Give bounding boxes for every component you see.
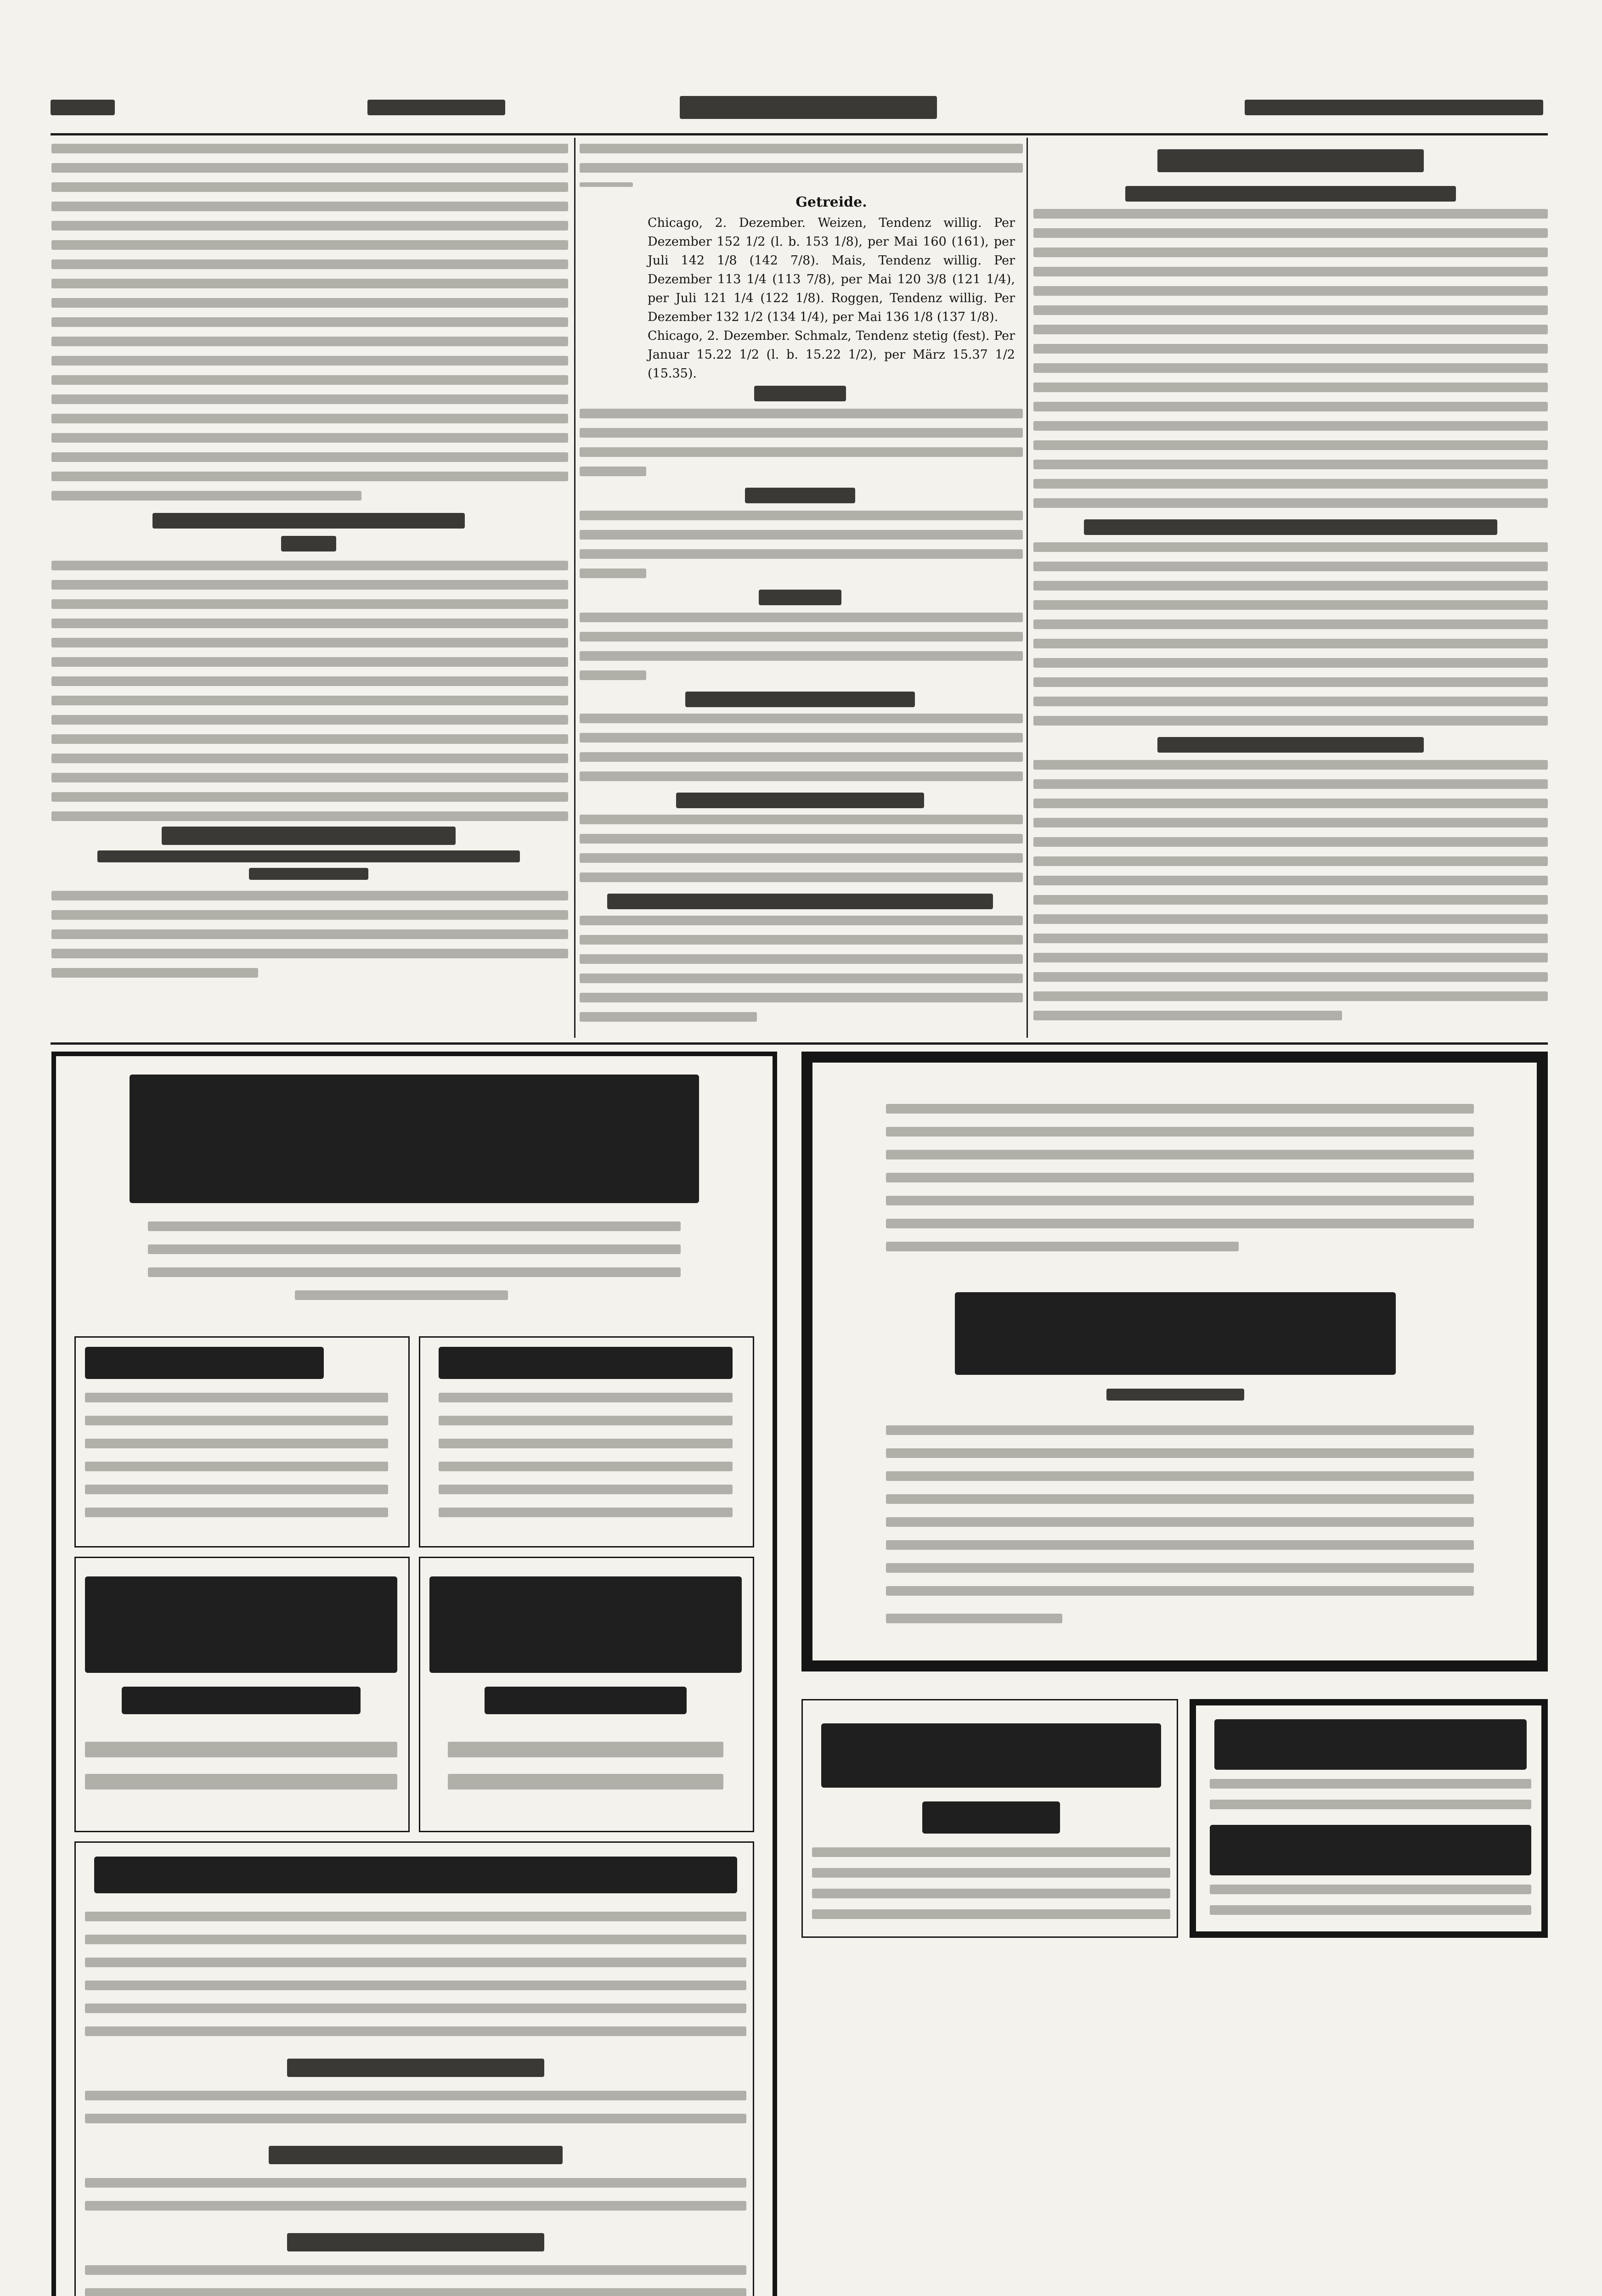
death-notice-name <box>955 1292 1396 1375</box>
center-alexandria-text <box>580 140 1023 188</box>
heading-pariser-zuckermarkt <box>685 692 915 707</box>
ad-winter-in-tirol <box>51 1052 777 2296</box>
heading-kaffee <box>754 386 846 401</box>
masthead <box>51 90 1548 131</box>
heading-wiener-warenboerse <box>1157 737 1424 753</box>
ad-winter-in-tirol-info <box>148 1217 681 1313</box>
ad-wintersport-igls <box>74 1841 754 2296</box>
heading-amerikanische-kurse <box>607 894 993 909</box>
column-rule-right <box>1027 138 1028 1038</box>
getreide-heading: Getreide. <box>795 194 867 210</box>
getreide-section <box>648 193 1015 383</box>
ad-fuer-budapest <box>1190 1699 1548 1938</box>
left-column-warenkurse <box>51 822 568 1038</box>
ad-st-johann <box>74 1336 410 1548</box>
masthead-rule <box>51 133 1548 135</box>
ad-platzvertreter <box>801 1699 1178 1938</box>
death-notice <box>801 1052 1548 1671</box>
subheading-radiotelegramme <box>97 850 520 862</box>
ad-hotel-tirol <box>74 1557 410 1832</box>
heading-warenkurse <box>162 827 456 845</box>
heading-warenberichte <box>1157 149 1424 172</box>
newspaper-title <box>680 96 937 119</box>
heading-kautschuk <box>745 488 855 503</box>
getreide-chicago-report: Chicago, 2. Dezember. Weizen, Tendenz willig. Per Dezember 152 1/2 (l. b. 153 1/8), per Mai 160 (161), per Juli 142 1/8 (142 7/8). Mais, Tendenz willig. Per Dezember 113 1/4 (113 7/8), per Mai 120 3/8 (121 1/4), per Juli 121 1/4 (122 1/8). Roggen, Tendenz willig. Per Dezember 132 1/2 (134 1/4), per Mai 136 1/8 (137 1/8). <box>648 216 1015 324</box>
ad-postgasthof-st-johann <box>419 1336 754 1548</box>
ads-top-rule <box>51 1042 1548 1045</box>
issue-date <box>1245 100 1438 115</box>
heading-berliner-boerse <box>152 513 465 529</box>
heading-londoner-schlusskurse <box>676 793 924 808</box>
right-column-warenberichte <box>1033 140 1548 1035</box>
death-notice-title <box>1106 1389 1244 1401</box>
ad-hotel-europa <box>419 1557 754 1832</box>
subheading-fest <box>281 536 336 551</box>
issue-date-place <box>367 100 505 115</box>
page-number <box>51 100 115 115</box>
ad-winter-in-tirol-headline <box>130 1075 699 1203</box>
heading-zucker <box>759 590 841 605</box>
subheading-baumwolle <box>249 868 368 880</box>
column-rule-left <box>574 138 575 1038</box>
center-markets-text <box>580 381 1023 1033</box>
heading-borstenviehmarkt <box>1125 186 1456 202</box>
heading-landwirtschaftliche-produkte <box>1084 519 1497 535</box>
issue-number <box>1433 100 1543 115</box>
getreide-chicago-schmalz: Chicago, 2. Dezember. Schmalz, Tendenz stetig (fest). Per Januar 15.22 1/2 (l. b. 15.22 1/2), per März 15.37 1/2 (15.35). <box>648 329 1015 381</box>
